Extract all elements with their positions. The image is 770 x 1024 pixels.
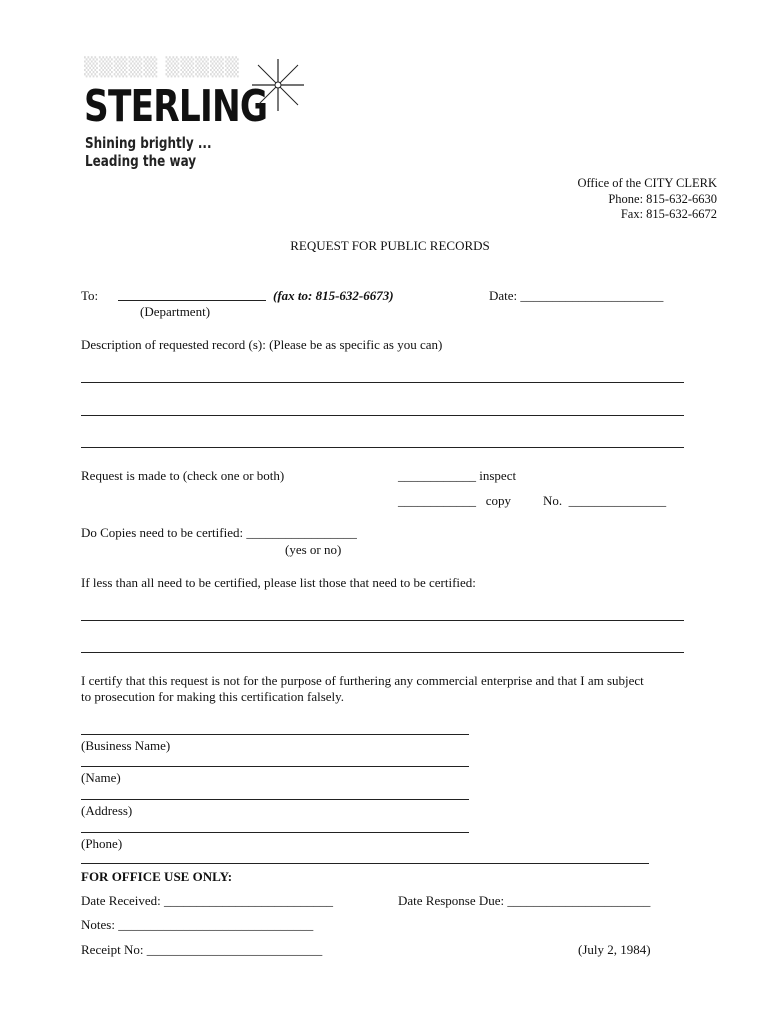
address-caption: (Address) <box>81 803 133 818</box>
phone-caption: (Phone) <box>81 836 123 851</box>
logo-faint-text: ▒▒▒▒▒ ▒▒▒▒▒ <box>84 57 240 78</box>
copy-checkbox[interactable]: ____________ copy <box>398 493 512 508</box>
certified-list-label: If less than all need to be certified, please list those that need to be certified: <box>81 575 476 590</box>
certified-field[interactable]: Do Copies need to be certified: _________________ <box>81 525 357 540</box>
city-logo <box>80 55 310 170</box>
description-line-2[interactable] <box>81 415 684 416</box>
certified-list-line-1[interactable] <box>81 620 684 621</box>
yes-no-caption: (yes or no) <box>285 542 342 557</box>
description-line-1[interactable] <box>81 382 684 383</box>
star-sparkle-icon <box>250 57 306 113</box>
certified-list-line-2[interactable] <box>81 652 684 653</box>
request-type-label: Request is made to (check one or both) <box>81 468 285 483</box>
office-use-heading: FOR OFFICE USE ONLY: <box>81 869 233 884</box>
certification-line-1: I certify that this request is not for the purpose of furthering any commercial enterprise and that I am subject <box>81 673 644 688</box>
office-name: Office of the CITY CLERK <box>577 176 717 190</box>
date-field[interactable]: Date: ______________________ <box>489 288 664 303</box>
inspect-checkbox[interactable]: ____________ inspect <box>398 468 517 483</box>
date-response-due-field[interactable]: Date Response Due: ______________________ <box>398 893 651 908</box>
name-caption: (Name) <box>81 770 121 785</box>
form-revision-date: (July 2, 1984) <box>578 942 651 957</box>
office-phone: Phone: 815-632-6630 <box>608 191 717 206</box>
office-contact <box>577 176 717 223</box>
notes-field[interactable]: Notes: ______________________________ <box>81 917 314 932</box>
department-field[interactable] <box>118 300 266 301</box>
business-name-caption: (Business Name) <box>81 738 171 753</box>
description-label: Description of requested record (s): (Please be as specific as you can) <box>81 337 443 352</box>
to-label: To: <box>81 288 99 303</box>
office-use-divider <box>81 863 649 864</box>
office-fax: Fax: 815-632-6672 <box>620 207 717 221</box>
copy-number-field[interactable]: No. _______________ <box>543 493 667 508</box>
department-caption: (Department) <box>140 304 211 319</box>
business-name-field[interactable] <box>81 734 469 735</box>
receipt-number-field[interactable]: Receipt No: ___________________________ <box>81 942 323 957</box>
address-field[interactable] <box>81 799 469 800</box>
logo-tagline: Shining brightly ... Leading the way <box>85 134 212 170</box>
logo-wordmark: STERLING <box>84 81 268 132</box>
certification-line-2: to prosecution for making this certification falsely. <box>81 689 345 704</box>
phone-field[interactable] <box>81 832 469 833</box>
fax-note: (fax to: 815-632-6673) <box>273 288 394 303</box>
date-received-field[interactable]: Date Received: __________________________ <box>81 893 334 908</box>
name-field[interactable] <box>81 766 469 767</box>
description-line-3[interactable] <box>81 447 684 448</box>
page-title: REQUEST FOR PUBLIC RECORDS <box>290 238 490 253</box>
